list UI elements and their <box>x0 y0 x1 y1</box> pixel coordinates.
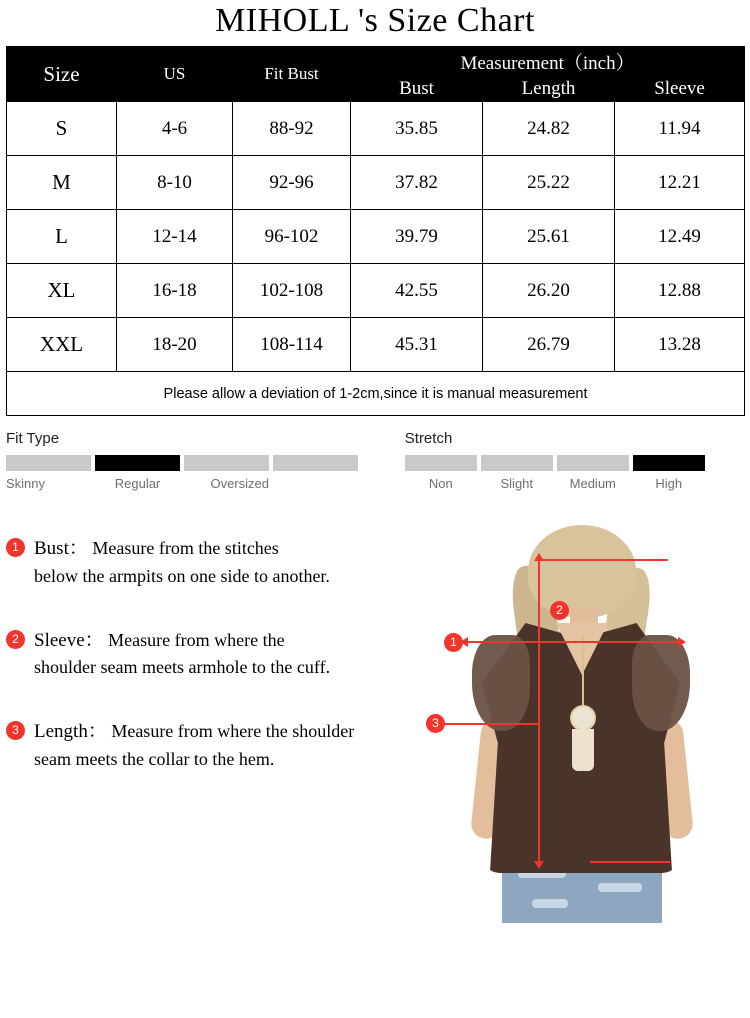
header-size: Size <box>7 47 117 102</box>
stretch-segment-2 <box>481 455 553 471</box>
cell-bust: 35.85 <box>351 102 483 156</box>
stretch-segment-3 <box>557 455 629 471</box>
denim-rip-3 <box>532 899 568 908</box>
size-chart-table-container <box>0 46 750 416</box>
cell-us: 12-14 <box>117 210 233 264</box>
instruction-text-line1: Measure from where the shoulder <box>111 721 355 742</box>
lace-sleeve-right <box>632 635 690 731</box>
lace-sleeve-left <box>472 635 530 731</box>
fit-type-title: Fit Type <box>6 430 60 447</box>
stretch-segment-4 <box>633 455 705 471</box>
fit-type-labels <box>6 476 405 491</box>
fit-and-stretch-section <box>0 416 750 491</box>
fit-label-oversized: Oversized <box>210 476 269 491</box>
stretch-bar <box>405 455 744 471</box>
cell-us: 18-20 <box>117 318 233 372</box>
stretch-label-medium: Medium <box>569 476 616 491</box>
stretch-label-non: Non <box>428 476 453 491</box>
header-length: Length <box>483 77 615 102</box>
size-chart-table <box>6 46 745 416</box>
table-row <box>7 156 745 210</box>
instruction-number-badge: 1 <box>6 538 25 557</box>
fit-segment-3 <box>184 455 269 471</box>
hair-top <box>528 525 636 617</box>
instruction-text-line1: Measure from where the <box>108 629 285 650</box>
stretch-label-high: High <box>655 476 683 491</box>
cell-sleeve: 12.49 <box>615 210 745 264</box>
marker-bust: 1 <box>444 633 463 652</box>
instruction-text-line2: below the armpits on one side to another. <box>34 565 330 586</box>
fit-segment-2 <box>95 455 180 471</box>
cell-sleeve: 12.21 <box>615 156 745 210</box>
cell-sleeve: 11.94 <box>615 102 745 156</box>
cell-us: 8-10 <box>117 156 233 210</box>
marker-sleeve: 2 <box>550 601 569 620</box>
length-leader-line <box>436 723 540 725</box>
denim-rip-2 <box>598 883 642 892</box>
cell-fit-bust: 96-102 <box>233 210 351 264</box>
cell-fit-bust: 88-92 <box>233 102 351 156</box>
cell-bust: 45.31 <box>351 318 483 372</box>
cell-bust: 42.55 <box>351 264 483 318</box>
cell-length: 26.79 <box>483 318 615 372</box>
fit-type-bar <box>6 455 405 471</box>
instruction-list <box>6 535 406 810</box>
stretch-title: Stretch <box>404 430 453 447</box>
cell-size: L <box>7 210 117 264</box>
cell-length: 26.20 <box>483 264 615 318</box>
cell-length: 25.22 <box>483 156 615 210</box>
necklace-pendant <box>570 705 596 731</box>
fit-segment-1 <box>6 455 91 471</box>
stretch-segment-1 <box>405 455 477 471</box>
cell-size: S <box>7 102 117 156</box>
page-title: MIHOLL 's Size Chart <box>215 2 535 39</box>
cell-length: 24.82 <box>483 102 615 156</box>
table-row <box>7 210 745 264</box>
marker-length: 3 <box>426 714 445 733</box>
sleeve-measure-line-v <box>538 559 540 643</box>
cell-sleeve: 12.88 <box>615 264 745 318</box>
length-arrow-down-icon <box>534 861 544 869</box>
cell-fit-bust: 108-114 <box>233 318 351 372</box>
header-measurement: Measurement（inch） <box>351 47 745 77</box>
instruction-sleeve <box>6 627 406 681</box>
header-sleeve: Sleeve <box>615 77 745 102</box>
necklace-tassel <box>572 729 594 771</box>
instruction-text-line2: shoulder seam meets armhole to the cuff. <box>34 657 331 678</box>
stretch-label-slight: Slight <box>500 476 534 491</box>
fit-label-spacer <box>273 476 358 491</box>
stretch-labels <box>405 476 744 491</box>
cell-fit-bust: 102-108 <box>233 264 351 318</box>
cell-sleeve: 13.28 <box>615 318 745 372</box>
instruction-term: Sleeve： <box>34 629 104 651</box>
fit-label-regular: Regular <box>114 476 161 491</box>
cell-size: XL <box>7 264 117 318</box>
instruction-term: Length： <box>34 721 107 743</box>
header-bust: Bust <box>351 77 483 102</box>
table-header-row-1 <box>7 47 745 77</box>
cell-bust: 39.79 <box>351 210 483 264</box>
instruction-text-line1: Measure from the stitches <box>92 538 279 558</box>
table-row <box>7 102 745 156</box>
bust-measure-line <box>466 641 680 643</box>
bust-arrow-right-icon <box>678 637 686 647</box>
instruction-text-line2: seam meets the collar to the hem. <box>34 748 275 769</box>
necklace-chain <box>582 635 584 709</box>
cell-us: 4-6 <box>117 102 233 156</box>
measurement-note: Please allow a deviation of 1-2cm,since it is manual measurement <box>7 372 745 416</box>
fit-type-group <box>6 430 405 491</box>
table-row <box>7 318 745 372</box>
cell-fit-bust: 92-96 <box>233 156 351 210</box>
hem-line <box>590 861 670 863</box>
instruction-term: Bust： <box>34 538 88 559</box>
header-fit-bust: Fit Bust <box>233 47 351 102</box>
sleeve-arrow-up-icon <box>534 553 544 561</box>
table-row <box>7 264 745 318</box>
instruction-number-badge: 3 <box>6 721 25 740</box>
instruction-number-badge: 2 <box>6 630 25 649</box>
cell-size: XXL <box>7 318 117 372</box>
instruction-bust <box>6 535 406 589</box>
instruction-length <box>6 718 406 772</box>
sleeve-measure-line-h <box>538 559 668 561</box>
cell-length: 25.61 <box>483 210 615 264</box>
fit-segment-4 <box>273 455 358 471</box>
table-note-row <box>7 372 745 416</box>
length-measure-line <box>538 643 540 865</box>
stretch-group <box>405 430 744 491</box>
cell-us: 16-18 <box>117 264 233 318</box>
model-photo <box>410 523 750 923</box>
fit-label-skinny: Skinny <box>6 476 46 491</box>
measurement-guide-section <box>0 535 750 935</box>
cell-bust: 37.82 <box>351 156 483 210</box>
cell-size: M <box>7 156 117 210</box>
header-us: US <box>117 47 233 102</box>
